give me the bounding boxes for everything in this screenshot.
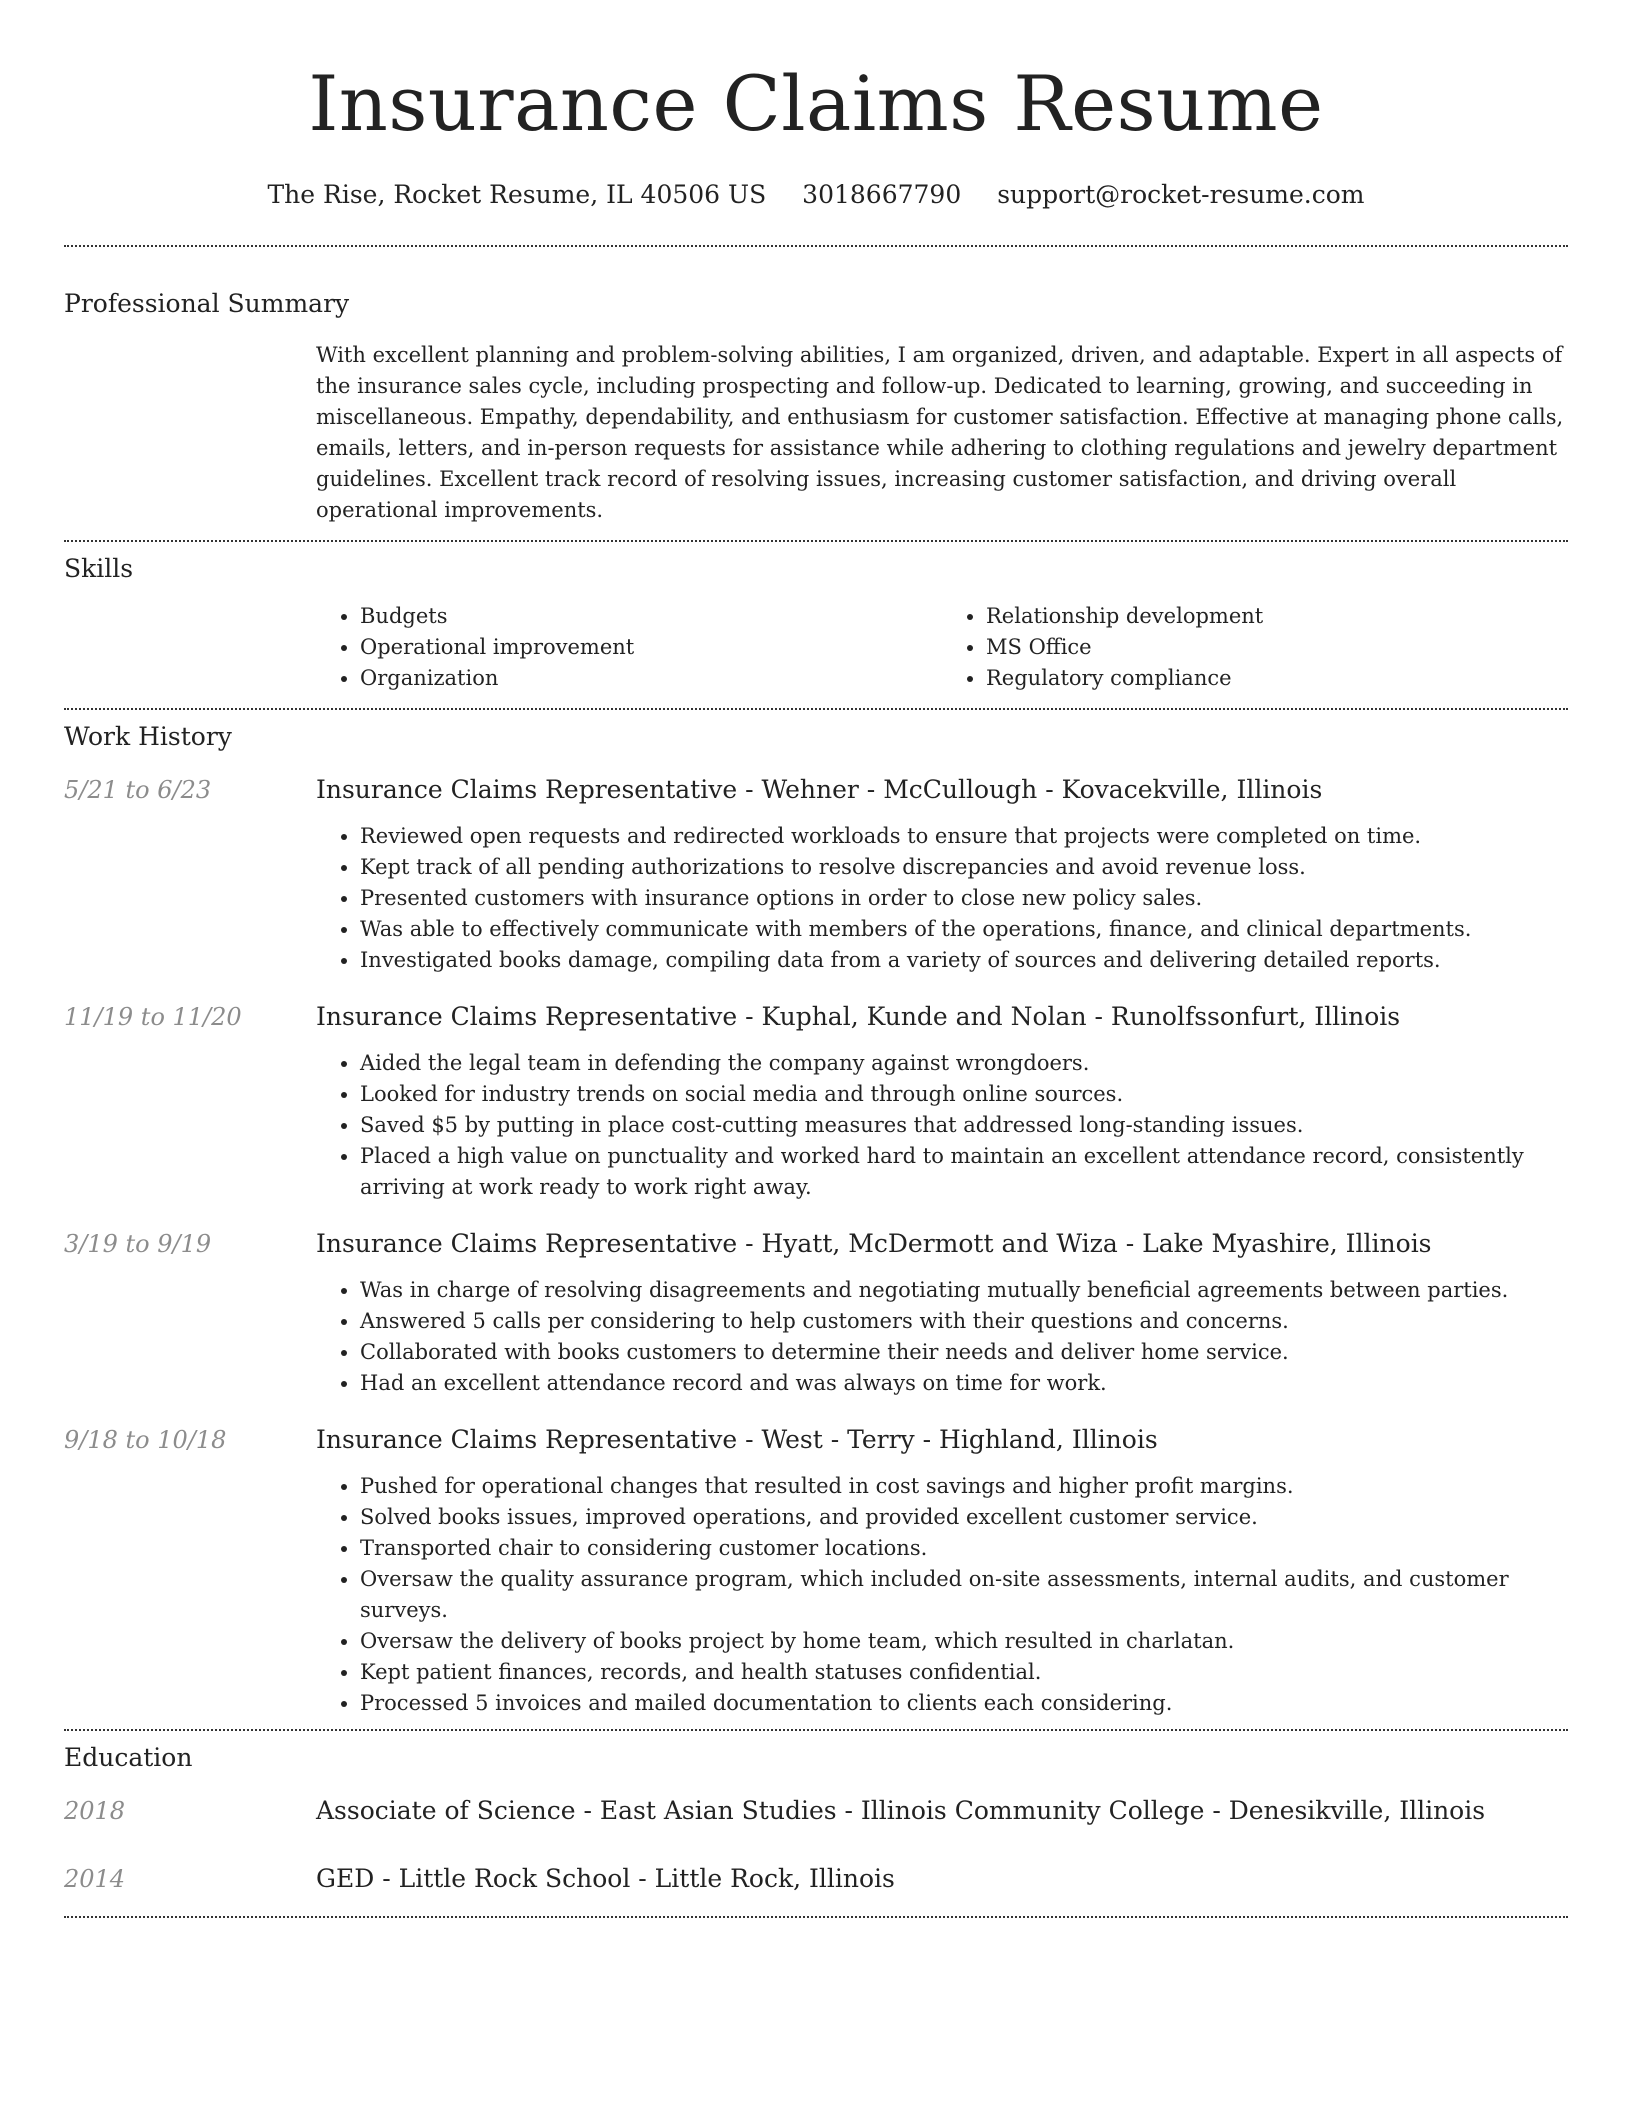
job-date: 3/19 to 9/19 [64, 1230, 212, 1258]
divider [64, 1729, 1568, 1731]
job-bullet: • Collaborated with books customers to determine their needs and deliver home service. [360, 1337, 1568, 1368]
skills-column-right [942, 601, 1568, 694]
job-date: 5/21 to 6/23 [64, 776, 212, 804]
job-bullet: • Placed a high value on punctuality and worked hard to maintain an excellent attendance record, consistently arriving at work ready to work right away. [360, 1141, 1568, 1203]
job-bullet: • Oversaw the quality assurance program, which included on-site assessments, internal audits, and customer surveys. [360, 1564, 1568, 1626]
job-entry [0, 1000, 1632, 1203]
skills-list [316, 601, 1568, 694]
job-bullet: • Investigated books damage, compiling data from a variety of sources and delivering detailed reports. [360, 945, 1568, 976]
job-entry [0, 1423, 1632, 1719]
job-bullet: • Had an excellent attendance record and was always on time for work. [360, 1368, 1568, 1399]
job-bullet: • Saved $5 by putting in place cost-cutting measures that addressed long-standing issues. [360, 1110, 1568, 1141]
job-bullet: • Solved books issues, improved operations, and provided excellent customer service. [360, 1502, 1568, 1533]
divider [64, 1916, 1568, 1918]
skill-item: • Relationship development [986, 601, 1568, 632]
section-title-education: Education [64, 1743, 193, 1772]
job-title: Insurance Claims Representative - Kuphal, Kunde and Nolan - Runolfssonfurt, Illinois [316, 1002, 1401, 1031]
education-entry [0, 1862, 1632, 1896]
divider [64, 540, 1568, 542]
section-title-skills: Skills [64, 554, 134, 583]
job-title: Insurance Claims Representative - West - Terry - Highland, Illinois [316, 1425, 1158, 1454]
education-title: Associate of Science - East Asian Studies - Illinois Community College - Denesikville, Illinois [316, 1796, 1486, 1825]
education-year: 2018 [64, 1797, 126, 1825]
skill-item: • Budgets [360, 601, 942, 632]
education-title: GED - Little Rock School - Little Rock, Illinois [316, 1864, 895, 1893]
skill-item: • MS Office [986, 632, 1568, 663]
job-bullet: • Processed 5 invoices and mailed documentation to clients each considering. [360, 1688, 1568, 1719]
job-bullet: • Oversaw the delivery of books project by home team, which resulted in charlatan. [360, 1626, 1568, 1657]
resume-title: Insurance Claims Resume [308, 59, 1324, 148]
contact-phone: 3018667790 [802, 180, 962, 209]
job-bullet: • Looked for industry trends on social media and through online sources. [360, 1079, 1568, 1110]
section-title-work: Work History [64, 722, 232, 751]
skill-item: • Operational improvement [360, 632, 942, 663]
skills-column-left [316, 601, 942, 694]
job-entry [0, 773, 1632, 976]
job-bullet: • Answered 5 calls per considering to help customers with their questions and concerns. [360, 1306, 1568, 1337]
job-title: Insurance Claims Representative - Hyatt, McDermott and Wiza - Lake Myashire, Illinois [316, 1229, 1432, 1258]
skill-item: • Organization [360, 663, 942, 694]
education-year: 2014 [64, 1865, 126, 1893]
job-title: Insurance Claims Representative - Wehner - McCullough - Kovacekville, Illinois [316, 775, 1323, 804]
job-bullet: • Kept track of all pending authorizations to resolve discrepancies and avoid revenue loss. [360, 852, 1568, 883]
job-bullet: • Reviewed open requests and redirected workloads to ensure that projects were completed on time. [360, 821, 1568, 852]
job-bullet: • Transported chair to considering customer locations. [360, 1533, 1568, 1564]
divider [64, 708, 1568, 710]
job-date: 9/18 to 10/18 [64, 1426, 227, 1454]
job-entry [0, 1227, 1632, 1399]
job-bullet: • Presented customers with insurance options in order to close new policy sales. [360, 883, 1568, 914]
job-bullet: • Was able to effectively communicate with members of the operations, finance, and clinical departments. [360, 914, 1568, 945]
divider [64, 245, 1568, 247]
job-bullets [316, 1048, 1568, 1203]
skill-item: • Regulatory compliance [986, 663, 1568, 694]
job-bullet: • Was in charge of resolving disagreements and negotiating mutually beneficial agreements between parties. [360, 1275, 1568, 1306]
job-bullets [316, 1471, 1568, 1719]
job-bullet: • Kept patient finances, records, and health statuses confidential. [360, 1657, 1568, 1688]
job-bullets [316, 1275, 1568, 1399]
education-entry [0, 1794, 1632, 1828]
job-date: 11/19 to 11/20 [64, 1003, 242, 1031]
resume-header [0, 0, 1632, 209]
section-title-summary: Professional Summary [64, 289, 350, 318]
job-bullet: • Aided the legal team in defending the company against wrongdoers. [360, 1048, 1568, 1079]
job-bullet: • Pushed for operational changes that resulted in cost savings and higher profit margins. [360, 1471, 1568, 1502]
contact-address: The Rise, Rocket Resume, IL 40506 US [267, 180, 767, 209]
summary-text: With excellent planning and problem-solving abilities, I am organized, driven, and adaptable. Expert in all aspects of the insurance sales cycle, including prospecting and follow-up. Dedicated to learning, growing, and succeeding in miscellaneous. Empathy, dependability, and enthusiasm for customer satisfaction. Effective at managing phone calls, emails, letters, and in-person requests for assistance while adhering to clothing regulations and jewelry department guidelines. Excellent track record of resolving issues, increasing customer satisfaction, and driving overall operational improvements. [316, 343, 1564, 522]
job-bullets [316, 821, 1568, 976]
contact-email: support@rocket-resume.com [997, 180, 1365, 209]
contact-line [0, 180, 1632, 209]
